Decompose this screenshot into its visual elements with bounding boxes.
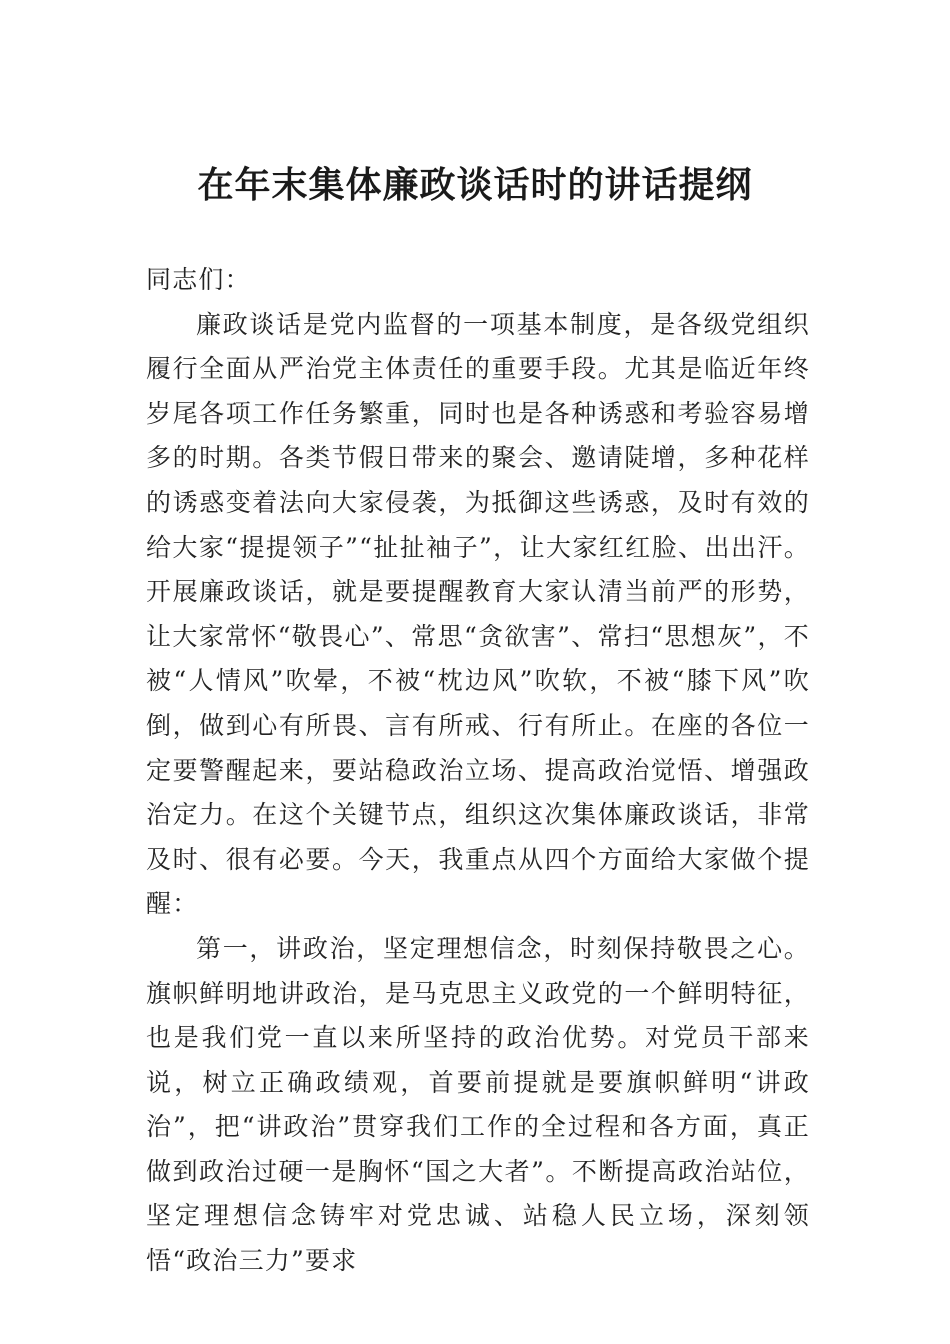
document-body xyxy=(146,258,810,1284)
paragraph-1: 廉政谈话是党内监督的一项基本制度，是各级党组织履行全面从严治党主体责任的重要手段。尤其是临近年终岁尾各项工作任务繁重，同时也是各种诱惑和考验容易增多的时期。各类节假日带来的聚会、邀请陡增，多种花样的诱惑变着法向大家侵袭，为抵御这些诱惑，及时有效的给大家“提提领子”“扯扯袖子”，让大家红红脸、出出汗。开展廉政谈话，就是要提醒教育大家认清当前严的形势，让大家常怀“敬畏心”、常思“贪欲害”、常扫“思想灰”，不被“人情风”吹晕，不被“枕边风”吹软，不被“膝下风”吹倒，做到心有所畏、言有所戒、行有所止。在座的各位一定要警醒起来，要站稳政治立场、提高政治觉悟、增强政治定力。在这个关键节点，组织这次集体廉政谈话，非常及时、很有必要。今天，我重点从四个方面给大家做个提醒： xyxy=(146,309,810,919)
paragraph-2: 第一，讲政治，坚定理想信念，时刻保持敬畏之心。旗帜鲜明地讲政治，是马克思主义政党的一个鲜明特征，也是我们党一直以来所坚持的政治优势。对党员干部来说，树立正确政绩观，首要前提就是要旗帜鲜明“讲政治”，把“讲政治”贯穿我们工作的全过程和各方面，真正做到政治过硬一是胸怀“国之大者”。不断提高政治站位，坚定理想信念铸牢对党忠诚、站稳人民立场，深刻领悟“政治三力”要求 xyxy=(146,933,810,1276)
salutation: 同志们： xyxy=(146,265,251,294)
document-title: 在年末集体廉政谈话时的讲话提纲 xyxy=(197,164,753,206)
